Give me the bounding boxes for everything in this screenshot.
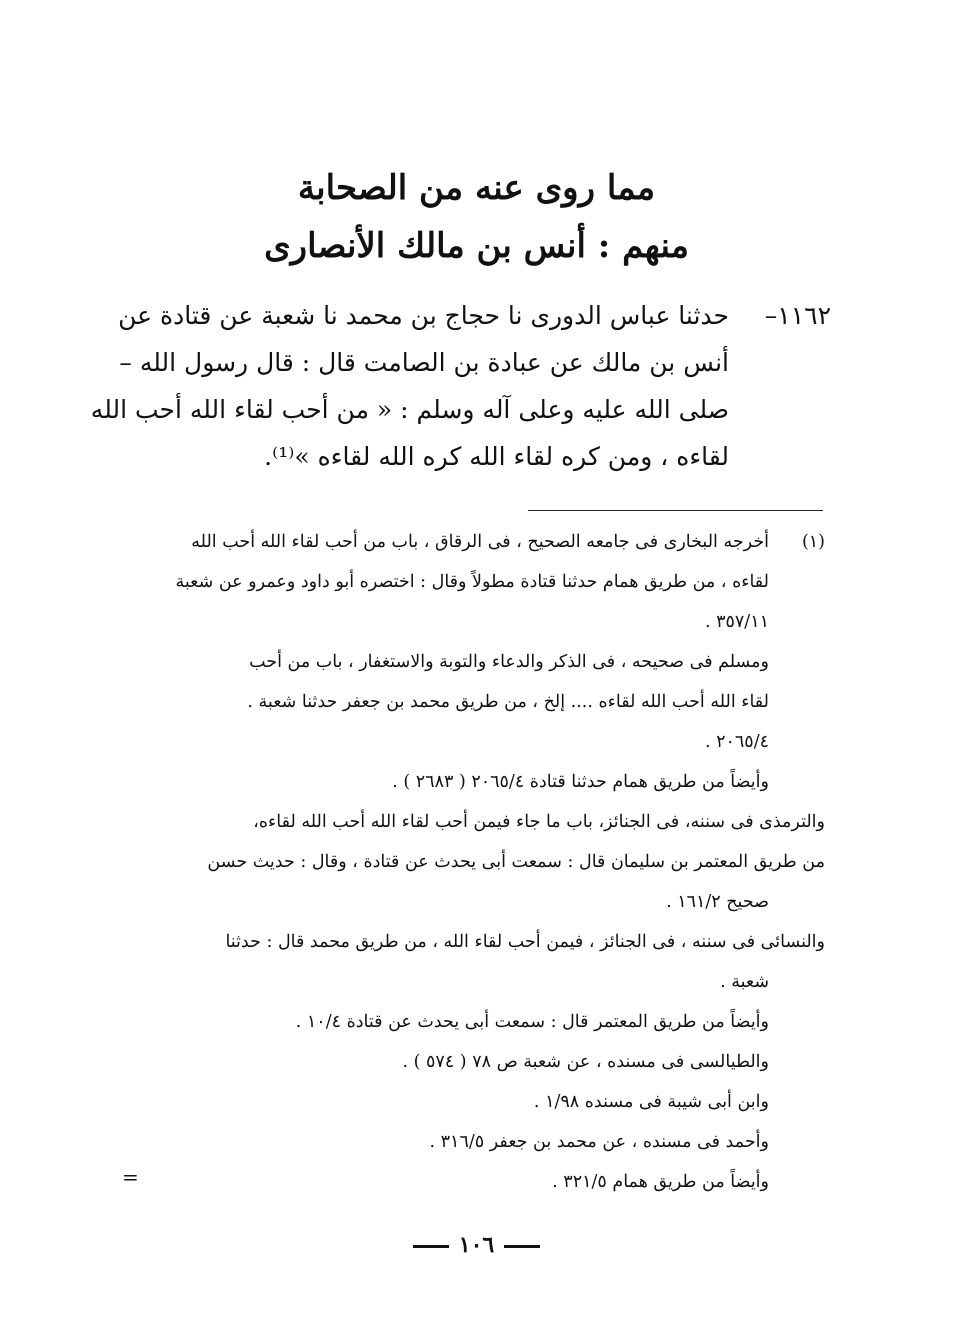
footnote-line <box>122 1082 825 1122</box>
footnote-line-text: وأيضاً من طريق همام حدثنا قتادة ٢٠٦٥/٤ ( ٢٦٨٣ ) . <box>392 772 769 792</box>
footnote-line-text: وأيضاً من طريق المعتمر قال : سمعت أبى يحدث عن قتادة ١٠/٤ . <box>295 1012 769 1032</box>
footnote-line-text: من طريق المعتمر بن سليمان قال : سمعت أبى يحدث عن قتادة ، وقال : حديث حسن <box>207 852 825 872</box>
footnote-line <box>122 762 825 802</box>
footnote-line <box>122 682 825 722</box>
footnote-line-text: والترمذى فى سننه، فى الجنائز، باب ما جاء فيمن أحب لقاء الله أحب الله لقاءه، <box>253 812 825 832</box>
section-subheading: منهم : أنس بن مالك الأنصارى <box>264 226 689 266</box>
hadith-text <box>90 292 831 480</box>
footnote-line <box>122 1122 825 1162</box>
footnote-line-text: والنسائى فى سننه ، فى الجنائز ، فيمن أحب لقاء الله ، من طريق محمد قال : حدثنا <box>225 932 825 952</box>
footnote-line <box>122 642 825 682</box>
footnote-line-text: وابن أبى شيبة فى مسنده ١/٩٨ . <box>533 1092 769 1112</box>
footnote-line-text: لقاءه ، من طريق همام حدثنا قتادة مطولاً وقال : اختصره أبو داود وعمرو عن شعبة <box>175 572 769 592</box>
footnote-divider <box>528 510 823 511</box>
footnote-line-text: ٣٥٧/١١ . <box>704 612 769 632</box>
footnote-line-text: والطيالسى فى مسنده ، عن شعبة ص ٧٨ ( ٥٧٤ ) . <box>402 1052 769 1072</box>
footnote-line-text: ومسلم فى صحيحه ، فى الذكر والدعاء والتوبة والاستغفار ، باب من أحب <box>249 652 769 672</box>
footnotes <box>122 522 825 1202</box>
hadith-line-text: لقاءه ، ومن كره لقاء الله كره الله لقاءه »⁽¹⁾. <box>264 442 729 471</box>
footnote-line-text: وأيضاً من طريق همام ٣٢١/٥ . <box>552 1172 769 1192</box>
footnote-line <box>122 602 825 642</box>
hadith-line <box>119 339 825 386</box>
page-number-footer <box>0 1232 953 1258</box>
continuation-mark: = <box>122 1165 139 1189</box>
footnote-line <box>122 562 825 602</box>
footnote-line <box>122 842 825 882</box>
footnote-line-text: وأحمد فى مسنده ، عن محمد بن جعفر ٣١٦/٥ . <box>429 1132 769 1152</box>
footnote-line <box>122 1002 825 1042</box>
footnote-line-text: ٢٠٦٥/٤ . <box>704 732 769 752</box>
footnote-line <box>122 962 825 1002</box>
hadith-line-text: حدثنا عباس الدورى نا حجاج بن محمد نا شعبة عن قتادة عن <box>118 301 729 330</box>
hadith-line-text: صلى الله عليه وعلى آله وسلم : « من أحب لقاء الله أحب الله <box>90 395 729 424</box>
footnote-line <box>122 922 825 962</box>
footnote-line <box>122 882 825 922</box>
hadith-line <box>122 433 825 480</box>
footnote-line-text: شعبة . <box>720 972 769 992</box>
footnote-line-text: أخرجه البخارى فى جامعه الصحيح ، فى الرقاق ، باب من أحب لقاء الله أحب الله <box>191 532 769 552</box>
page-number-dash <box>504 1245 540 1248</box>
hadith-line <box>90 386 825 433</box>
footnote-line <box>122 802 825 842</box>
footnote-line-text: صحيح ١٦١/٢ . <box>666 892 769 912</box>
page-number: ١٠٦ <box>458 1232 495 1258</box>
hadith-number: ١١٦٢– <box>764 301 831 330</box>
footnote-line <box>122 1162 825 1202</box>
footnote-line <box>122 522 825 562</box>
section-heading: مما روى عنه من الصحابة <box>297 168 656 208</box>
footnote-line-text: لقاء الله أحب الله لقاءه .... إلخ ، من طريق محمد بن جعفر حدثنا شعبة . <box>247 692 769 712</box>
footnote-line <box>122 722 825 762</box>
footnote-marker: (١) <box>801 532 825 552</box>
hadith-line <box>118 292 831 339</box>
page-number-dash <box>413 1245 449 1248</box>
footnote-line <box>122 1042 825 1082</box>
hadith-line-text: أنس بن مالك عن عبادة بن الصامت قال : قال رسول الله – <box>119 348 729 377</box>
